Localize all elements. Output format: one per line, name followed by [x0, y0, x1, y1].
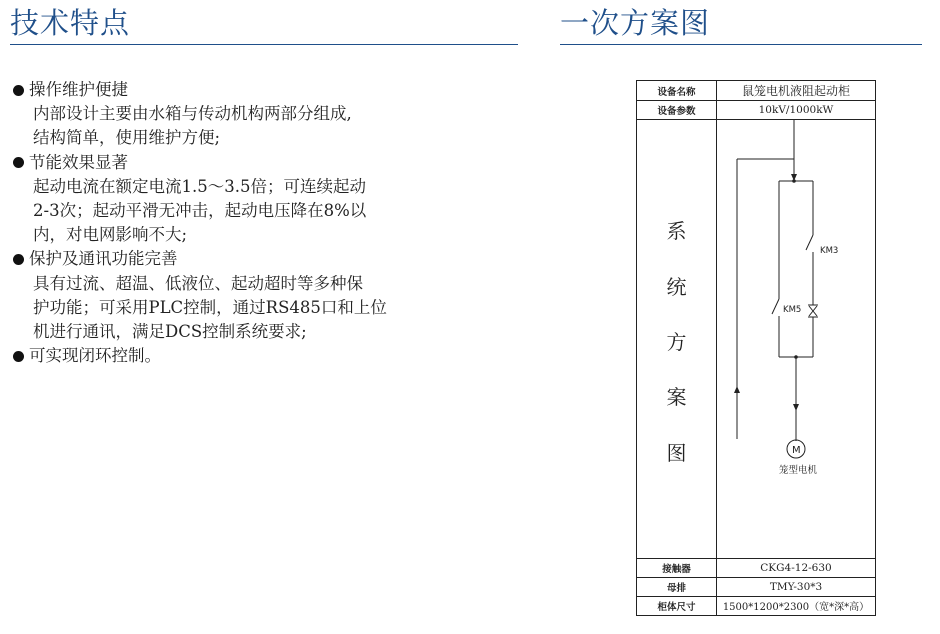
feature-item — [12, 78, 432, 151]
arrow-up-icon — [734, 386, 740, 393]
device-name-label: 设备名称 — [637, 81, 717, 100]
contactor-row — [637, 558, 875, 578]
junction-dot — [792, 179, 796, 183]
feature-item — [12, 344, 432, 368]
contactor-value: CKG4-12-630 — [760, 561, 832, 574]
km5-contact — [772, 299, 779, 314]
bullet-icon — [13, 254, 24, 265]
feature-line: 具有过流、超温、低液位、起动超时等多种保 — [33, 273, 363, 293]
technical-features-title: 技术特点 — [10, 6, 131, 40]
diagram-label-char: 方 — [666, 330, 687, 354]
diagram-label-char: 案 — [666, 385, 687, 409]
feature-heading: 操作维护便捷 — [29, 80, 128, 99]
primary-scheme-title: 一次方案图 — [560, 6, 711, 40]
cabinet-size-value: 1500*1200*2300（宽*深*高） — [722, 602, 870, 613]
feature-line: 内部设计主要由水箱与传动机构两部分组成, — [33, 104, 352, 124]
junction-dot — [794, 355, 798, 359]
busbar-label: 母排 — [637, 577, 717, 596]
km5-label: KM5 — [783, 305, 802, 315]
busbar-row — [637, 577, 875, 597]
device-name-value: 鼠笼电机液阻起动柜 — [741, 84, 850, 98]
single-line-diagram — [717, 119, 875, 558]
device-name-row — [637, 81, 875, 101]
bullet-icon — [13, 85, 24, 96]
feature-item — [12, 151, 432, 248]
liquid-resistor-icon — [808, 305, 818, 317]
contactor-label: 接触器 — [637, 558, 717, 577]
cabinet-size-row — [637, 596, 875, 615]
feature-line: 机进行通讯，满足DCS控制系统要求; — [33, 322, 307, 342]
cabinet-size-label: 柜体尺寸 — [637, 596, 717, 615]
feature-heading: 保护及通讯功能完善 — [29, 249, 178, 269]
bullet-icon — [13, 157, 24, 168]
features-list — [12, 78, 432, 368]
technical-features-rule — [10, 44, 518, 45]
motor-label: 笼型电机 — [779, 465, 818, 476]
device-params-value: 10kV/1000kW — [758, 103, 834, 116]
busbar-value: TMY-30*3 — [769, 580, 823, 593]
bullet-icon — [13, 351, 24, 362]
diagram-label-char: 统 — [666, 275, 687, 299]
diagram-label-char: 图 — [666, 441, 687, 465]
feature-line: 起动电流在额定电流1.5～3.5倍；可连续起动 — [33, 176, 366, 196]
feature-item — [12, 247, 432, 344]
feature-line: 2-3次；起动平滑无冲击，起动电压降在8%以 — [33, 201, 367, 221]
motor-symbol: M — [792, 445, 801, 456]
diagram-area — [637, 119, 875, 559]
feature-line: 护功能；可采用PLC控制，通过RS485口和上位 — [33, 297, 387, 317]
feature-line: 结构简单，使用维护方便; — [33, 128, 221, 148]
km3-label: KM3 — [820, 246, 839, 256]
device-params-label: 设备参数 — [637, 100, 717, 119]
scheme-table — [636, 80, 876, 616]
diagram-vertical-label — [637, 119, 717, 558]
km3-contact — [806, 235, 813, 250]
device-params-row — [637, 100, 875, 120]
feature-line: 内，对电网影响不大; — [33, 225, 188, 245]
primary-scheme-rule — [560, 44, 922, 45]
diagram-label-char: 系 — [666, 219, 687, 243]
arrow-down-icon — [793, 404, 799, 411]
feature-heading: 节能效果显著 — [29, 152, 128, 172]
feature-heading: 可实现闭环控制。 — [29, 346, 161, 366]
